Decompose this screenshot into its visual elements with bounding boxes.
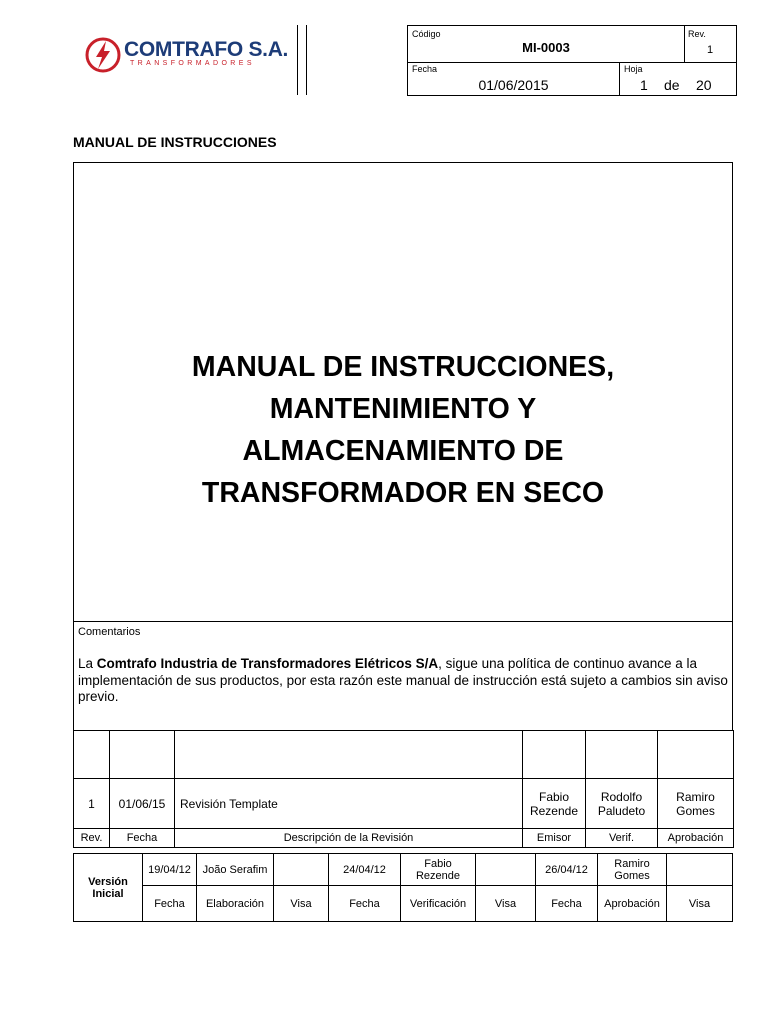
revision-table — [73, 730, 734, 848]
comments-text: La Comtrafo Industria de Transformadores Elétricos S/A, sigue una política de continuo avance a la implementación de sus productos, por esta razón este manual de instrucción está sujeto a cambios sin aviso previo. — [78, 656, 728, 704]
codigo-label: Código — [412, 29, 441, 39]
title-line: ALMACENAMIENTO DE — [242, 435, 564, 467]
elaboracion-label: Elaboración — [197, 886, 274, 922]
verif-header: Verif. — [586, 829, 658, 848]
table-row — [74, 854, 733, 886]
title-line: MANUAL DE INSTRUCCIONES, — [191, 351, 615, 383]
title-line: MANTENIMIENTO Y — [269, 393, 537, 425]
descripcion-cell: Revisión Template — [175, 779, 523, 829]
fecha-value: 01/06/2015 — [478, 77, 549, 93]
comments-label: Comentarios — [78, 626, 141, 638]
hoja-page: 1 — [640, 77, 648, 93]
rev-cell: 1 — [74, 779, 110, 829]
hoja-total: 20 — [696, 77, 712, 93]
descripcion-header: Descripción de la Revisión — [175, 829, 523, 848]
lightning-bolt-icon — [84, 36, 122, 74]
hoja-de: de — [664, 77, 680, 93]
divider-line — [306, 25, 307, 95]
rev-value: 1 — [706, 44, 714, 56]
aprobacion-header: Aprobación — [658, 829, 734, 848]
verificacion-name: Fabio Rezende — [401, 854, 476, 886]
section-heading: MANUAL DE INSTRUCCIONES — [73, 134, 277, 150]
company-logo-tagline: TRANSFORMADORES — [130, 60, 255, 67]
divider-line — [297, 25, 298, 95]
fecha-header: Fecha — [110, 829, 175, 848]
visa-label: Visa — [667, 886, 733, 922]
table-header-row — [74, 829, 734, 848]
fecha-label: Fecha — [412, 64, 438, 74]
approval-table — [73, 853, 733, 922]
document-header-box — [407, 25, 737, 96]
rev-header: Rev. — [74, 829, 110, 848]
aprobacion-cell: Ramiro Gomes — [658, 779, 734, 829]
verif-cell: Rodolfo Paludeto — [586, 779, 658, 829]
visa-label: Visa — [476, 886, 536, 922]
aprobacion-name: Ramiro Gomes — [598, 854, 667, 886]
elaboracion-date: 19/04/12 — [143, 854, 197, 886]
table-row — [74, 886, 733, 922]
version-inicial-label: Versión Inicial — [74, 854, 143, 922]
aprobacion-date: 26/04/12 — [536, 854, 598, 886]
emisor-header: Emisor — [523, 829, 586, 848]
verificacion-label: Verificación — [401, 886, 476, 922]
fecha-label: Fecha — [329, 886, 401, 922]
rev-label: Rev. — [688, 29, 706, 39]
document-title — [73, 346, 733, 514]
elaboracion-name: João Serafim — [197, 854, 274, 886]
title-line: TRANSFORMADOR EN SECO — [201, 477, 605, 509]
hoja-label: Hoja — [624, 64, 643, 74]
fecha-label: Fecha — [143, 886, 197, 922]
company-name: Comtrafo Industria de Transformadores Elétricos S/A — [96, 656, 439, 671]
fecha-label: Fecha — [536, 886, 598, 922]
verificacion-date: 24/04/12 — [329, 854, 401, 886]
table-row — [74, 731, 734, 779]
visa-label: Visa — [274, 886, 329, 922]
company-logo-name: COMTRAFO S.A. — [124, 38, 289, 61]
table-row — [74, 779, 734, 829]
fecha-cell: 01/06/15 — [110, 779, 175, 829]
divider-line — [73, 621, 733, 622]
aprobacion-label: Aprobación — [598, 886, 667, 922]
codigo-value: MI-0003 — [522, 40, 570, 55]
emisor-cell: Fabio Rezende — [523, 779, 586, 829]
